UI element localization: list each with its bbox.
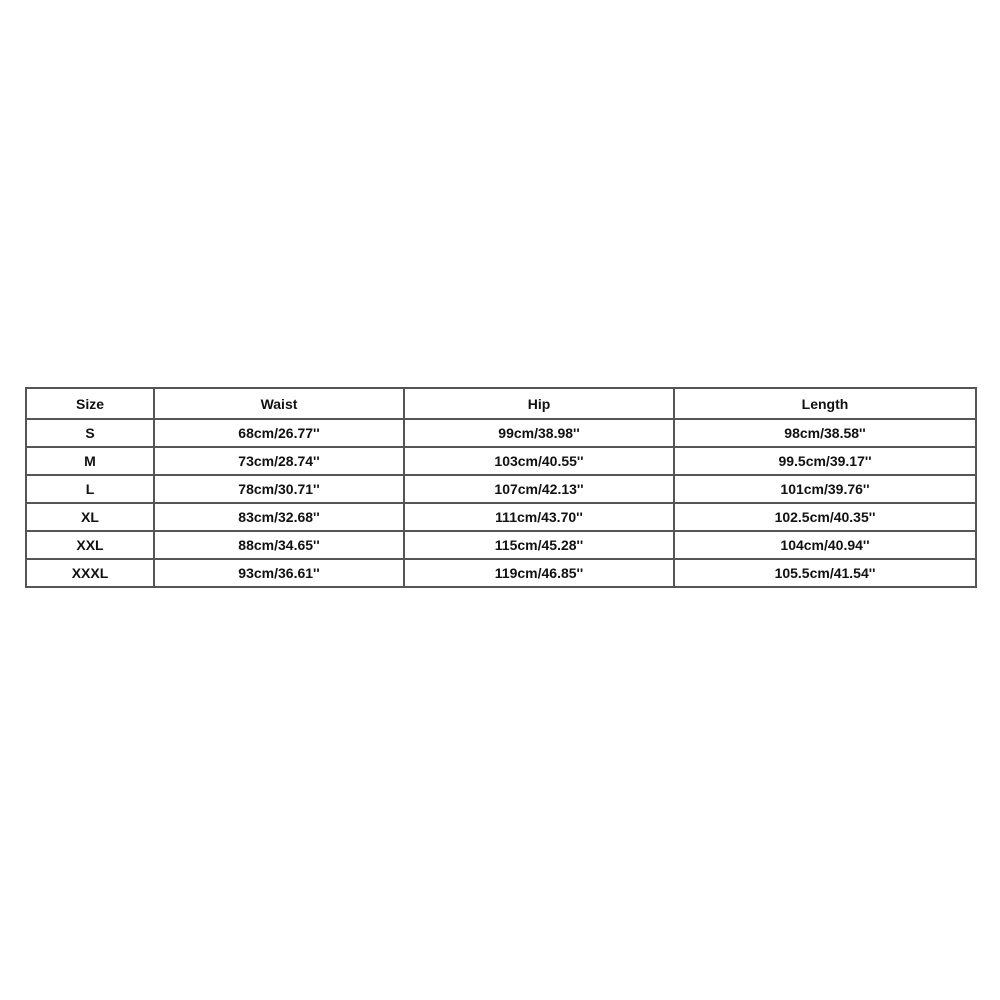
waist-cell: 83cm/32.68'': [154, 503, 404, 531]
table-row: [26, 475, 976, 503]
header-length: Length: [674, 388, 976, 419]
waist-cell: 68cm/26.77'': [154, 419, 404, 447]
size-cell: M: [26, 447, 154, 475]
waist-cell: 93cm/36.61'': [154, 559, 404, 587]
length-cell: 102.5cm/40.35'': [674, 503, 976, 531]
header-row: [26, 388, 976, 419]
table-row: [26, 559, 976, 587]
size-cell: XXL: [26, 531, 154, 559]
hip-cell: 111cm/43.70'': [404, 503, 674, 531]
size-chart-table: [25, 387, 977, 588]
hip-cell: 103cm/40.55'': [404, 447, 674, 475]
waist-cell: 78cm/30.71'': [154, 475, 404, 503]
length-cell: 104cm/40.94'': [674, 531, 976, 559]
size-cell: XL: [26, 503, 154, 531]
table-row: [26, 503, 976, 531]
table-row: [26, 447, 976, 475]
length-cell: 99.5cm/39.17'': [674, 447, 976, 475]
header-waist: Waist: [154, 388, 404, 419]
hip-cell: 107cm/42.13'': [404, 475, 674, 503]
size-cell: XXXL: [26, 559, 154, 587]
length-cell: 101cm/39.76'': [674, 475, 976, 503]
size-cell: L: [26, 475, 154, 503]
size-cell: S: [26, 419, 154, 447]
hip-cell: 119cm/46.85'': [404, 559, 674, 587]
length-cell: 105.5cm/41.54'': [674, 559, 976, 587]
length-cell: 98cm/38.58'': [674, 419, 976, 447]
table-row: [26, 531, 976, 559]
waist-cell: 88cm/34.65'': [154, 531, 404, 559]
hip-cell: 99cm/38.98'': [404, 419, 674, 447]
hip-cell: 115cm/45.28'': [404, 531, 674, 559]
header-size: Size: [26, 388, 154, 419]
header-hip: Hip: [404, 388, 674, 419]
waist-cell: 73cm/28.74'': [154, 447, 404, 475]
table-row: [26, 419, 976, 447]
